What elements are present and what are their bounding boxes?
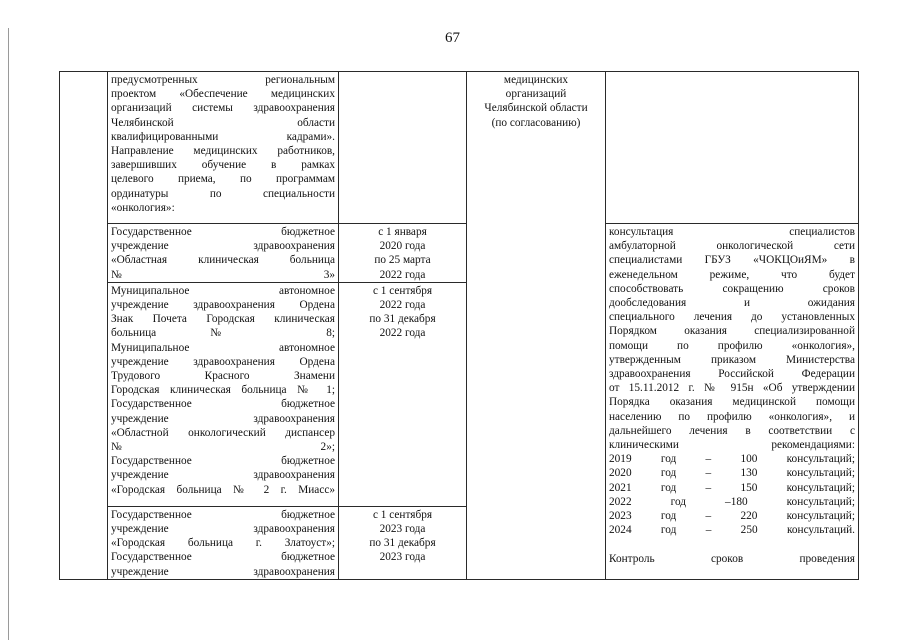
text-line: от 15.11.2012 г. № 915н «Об утверждении [609,382,855,395]
text-line: Порядком оказания специализированной [609,325,855,338]
text-line: Государственное бюджетное [111,398,335,411]
text-line: Знак Почета Городская клиническая [111,313,335,326]
text-line: Трудового Красного Знамени [111,370,335,383]
institution-cell [108,506,339,579]
text-line: 2022 год –180 консультаций; [609,495,855,508]
text-line: 2023 года [379,523,426,536]
text-line: клиническими рекомендациями: [609,439,855,452]
text-line: 2022 года [379,268,426,281]
text-line: 2023 год – 220 консультаций; [609,510,855,523]
text-line: с 1 января [378,226,427,238]
institution-cell [108,282,339,506]
text-line: 2020 года [379,240,426,253]
text-line: учреждение здравоохранения [111,469,335,482]
text-line: по 25 марта [374,254,431,267]
period-cell [339,282,467,506]
period-cell [339,224,467,283]
text-line: дообследования и ожидания [609,297,855,310]
scan-edge-line [8,28,9,640]
text-line: 2023 года [379,551,426,564]
text-line: утвержденным приказом Министерства [609,353,855,366]
text-line: 2020 год – 130 консультаций; [609,467,855,480]
text-line: по 31 декабря [369,537,436,550]
executor-cell [467,72,606,580]
text-line: завершивших обучение в рамках [111,159,335,172]
text-line: учреждение здравоохранения [111,523,335,536]
text-line: 2019 год – 100 консультаций; [609,453,855,466]
period-cell-empty [339,72,467,224]
page-number: 67 [445,30,460,46]
text-line: «Городская больница № 2 г. Миасс» [111,483,335,496]
text-line: организаций системы здравоохранения [111,102,335,115]
text-line: Государственное бюджетное [111,455,335,468]
text-line: с 1 сентября [372,284,433,297]
text-line: Челябинской области [484,102,588,115]
text-line: проектом «Обеспечение медицинских [111,88,335,101]
text-line: еженедельном режиме, что будет [609,268,855,281]
text-line: 2024 год – 250 консультаций. [609,524,855,537]
text-line: Городская клиническая больница № 1; [111,384,335,397]
text-line: Челябинской области [111,116,335,129]
text-line: специального лечения до установленных [609,311,855,324]
text-line: Государственное бюджетное [111,226,335,238]
period-cell [339,506,467,579]
text-line: амбулаторной онкологической сети [609,240,855,253]
text-line: учреждение здравоохранения [111,565,335,578]
text-line: способствовать сокращению сроков [609,282,855,295]
result-cell-empty [606,72,859,224]
text-line: консультация специалистов [609,226,855,238]
text-line: по 31 декабря [369,313,436,326]
text-line: (по согласованию) [491,116,581,129]
text-line: ординатуры по специальности [111,187,335,200]
text-line: «Городская больница г. Златоуст»; [111,537,335,550]
institution-cell [108,224,339,283]
text-line: организаций [505,88,567,101]
text-line: «Областной онкологический диспансер [111,426,335,439]
text-line: медицинских [503,74,569,86]
text-line: Контроль сроков проведения [609,552,855,565]
text-line: Муниципальное автономное [111,284,335,297]
text-line: 2021 год – 150 консультаций; [609,481,855,494]
number-cell [60,72,108,580]
text-line: здравоохранения Российской Федерации [609,368,855,381]
text-line: «Областная клиническая больница [111,254,335,267]
table-row [60,224,859,283]
text-line: учреждение здравоохранения Ордена [111,299,335,312]
text-line: помощи по профилю «онкология», [609,339,855,352]
text-line: Направление медицинских работников, [111,145,335,158]
text-line: Муниципальное автономное [111,341,335,354]
text-line: с 1 сентября [372,508,433,521]
text-line: учреждение здравоохранения [111,412,335,425]
text-line: больница № 8; [111,327,335,340]
text-line: № 2»; [111,441,335,454]
text-line: Порядка оказания медицинской помощи [609,396,855,409]
text-line: населению по профилю «онкология», и [609,410,855,423]
text-line: специалистами ГБУЗ «ЧОКЦОиЯМ» в [609,254,855,267]
text-line: квалифицированными кадрами». [111,130,335,143]
text-line: предусмотренных региональным [111,74,335,86]
table-row [60,72,859,224]
event-description-cell [108,72,339,224]
text-line: № 3» [111,268,335,281]
text-line: «онкология»: [111,201,175,214]
text-line: 2022 года [379,299,426,312]
plan-table [59,71,859,580]
text-line: 2022 года [379,327,426,340]
text-line: Государственное бюджетное [111,508,335,521]
text-line: Государственное бюджетное [111,551,335,564]
text-line: целевого приема, по программам [111,173,335,186]
text-line: учреждение здравоохранения [111,240,335,253]
result-cell [606,224,859,580]
text-line: учреждение здравоохранения Ордена [111,355,335,368]
text-line: дальнейшего лечения в соответствии с [609,424,855,437]
